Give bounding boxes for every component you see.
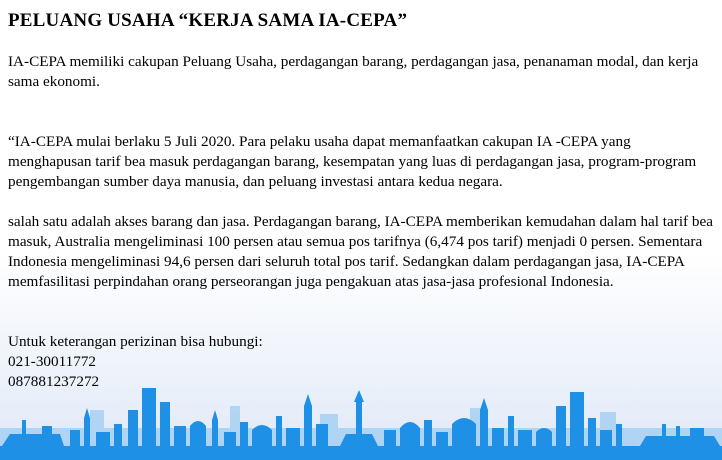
contact-phone-1: 021-30011772	[8, 353, 97, 370]
detail-paragraph: salah satu adalah akses barang dan jasa. Perdagangan barang, IA-CEPA memberikan kemudahan dalam hal tarif bea masuk, Australia mengeliminasi 100 persen atau semua pos tarifnya (6,474 pos tarif) menjadi 0 persen. Sementara Indonesia mengeliminasi 94,6 persen dari seluruh total pos tarif. Sedangkan dalam perdagangan jasa, IA-CEPA memfasilitasi perpindahan orang perseorangan juga pengakuan atas jasa-jasa profesional Indonesia.	[8, 213, 713, 290]
contact-heading: Untuk keterangan perizinan bisa hubungi:	[8, 333, 263, 350]
page-title: PELUANG USAHA “KERJA SAMA IA-CEPA”	[8, 10, 408, 31]
intro-paragraph: IA-CEPA memiliki cakupan Peluang Usaha, perdagangan barang, perdagangan jasa, penanaman modal, dan kerja sama ekonomi.	[8, 53, 699, 90]
quote-paragraph: “IA-CEPA mulai berlaku 5 Juli 2020. Para pelaku usaha dapat memanfaatkan cakupan IA -CEPA yang menghapusan tarif bea masuk perdagangan barang, kesempatan yang luas di perdagangan jasa, program-program pengembangan sumber daya manusia, dan peluang investasi antara kedua negara.	[8, 133, 697, 190]
contact-phone-2: 087881237272	[8, 373, 100, 390]
city-skyline-illustration	[0, 380, 722, 460]
